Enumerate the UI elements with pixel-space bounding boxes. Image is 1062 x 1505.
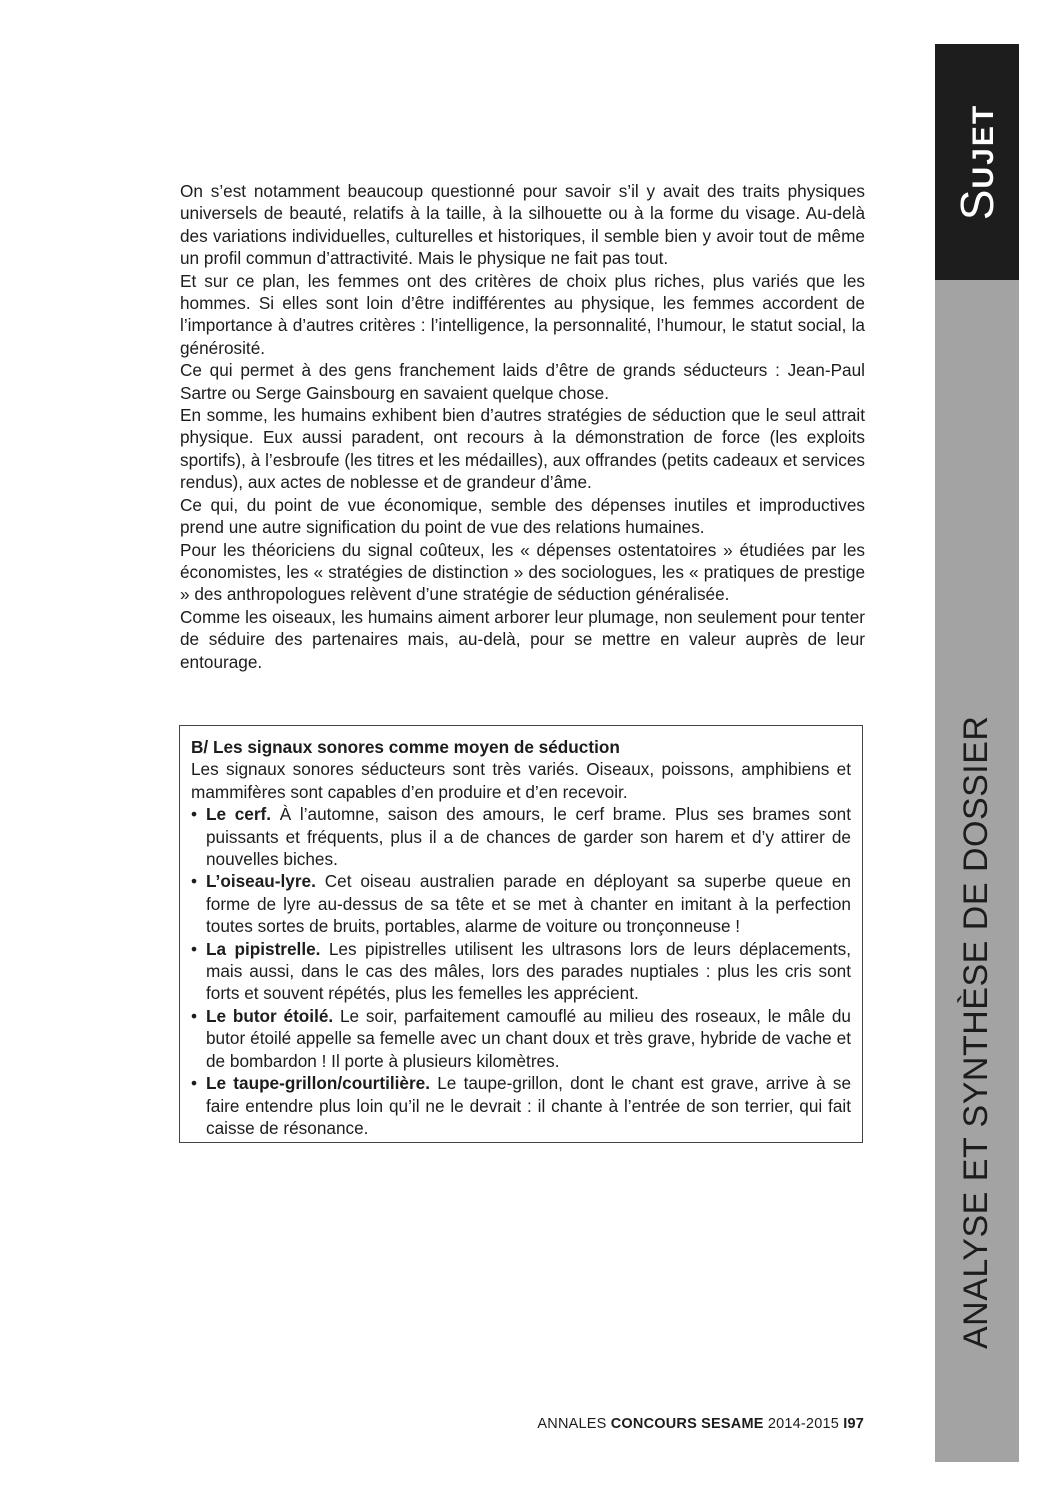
- paragraph: Pour les théoriciens du signal coûteux, les « dépenses ostentatoires » étudiées par les économistes, les « stratégies de distinction » des sociologues, les « pratiques de prestige » des anthropologues relèvent d’une stratégie de séduction généralisée.: [180, 539, 865, 605]
- item-term: Le butor étoilé.: [206, 1005, 334, 1026]
- bullet-icon: •: [191, 871, 198, 892]
- section-tab: [935, 280, 1019, 1462]
- list-item: [191, 803, 851, 870]
- list-item: [191, 1005, 851, 1072]
- list-item: [191, 870, 851, 937]
- item-term: Le taupe-grillon/courtilière.: [206, 1073, 431, 1094]
- item-term: La pipistrelle.: [206, 938, 321, 959]
- sound-signals-box: [179, 725, 863, 1143]
- box-title: B/ Les signaux sonores comme moyen de séduction: [191, 737, 620, 757]
- sujet-label: [950, 104, 1004, 220]
- item-text: Cet oiseau australien parade en déployant sa superbe queue en forme de lyre au-dessus de sa tête et se met à chanter en imitant à la perfection toutes sortes de bruits, portables, alarme de voiture ou tronçonneuse !: [206, 871, 851, 937]
- paragraph: On s’est notamment beaucoup questionné pour savoir s’il y avait des traits physiques universels de beauté, relatifs à la taille, à la silhouette ou à la forme du visage. Au-delà des variations individuelles, culturelles et historiques, il semble bien y avoir tout de même un profil commun d’attractivité. Mais le physique ne fait pas tout.: [180, 181, 865, 269]
- sujet-label-rest: UJET: [967, 103, 1000, 189]
- page-number: 97: [847, 1416, 864, 1432]
- item-text: Le taupe-grillon, dont le chant est grave, arrive à se faire entendre plus loin qu’il ne le devrait : il chante à l’entrée de son terrier, qui fait caisse de résonance.: [206, 1073, 852, 1138]
- bullet-icon: •: [191, 1073, 198, 1094]
- item-text: À l’automne, saison des amours, le cerf brame. Plus ses brames sont puissants et fréquents, plus il a de chances de garder son harem et d’y attirer de nouvelles biches.: [206, 804, 851, 870]
- box-intro: Les signaux sonores séducteurs sont très variés. Oiseaux, poissons, amphibiens et mammifères sont capables d’en produire et d’en recevoir.: [191, 759, 851, 802]
- footer-separator: I: [843, 1416, 848, 1432]
- item-text: Le soir, parfaitement camouflé au milieu des roseaux, le mâle du butor étoilé appelle sa femelle avec un chant doux et très grave, hybride de vache et de bombardon ! Il porte à plusieurs kilomètres.: [206, 1005, 851, 1071]
- bullet-icon: •: [191, 804, 198, 825]
- sujet-label-cap: S: [951, 188, 1003, 221]
- page-footer: [537, 1416, 864, 1432]
- paragraph: Ce qui, du point de vue économique, semble des dépenses inutiles et improductives prend une autre signification du point de vue des relations humaines.: [180, 494, 865, 538]
- list-item: [191, 1072, 851, 1139]
- species-list: [191, 803, 851, 1139]
- section-label: ANALYSE ET SYNTHÈSE DE DOSSIER: [957, 715, 995, 1349]
- paragraph: Comme les oiseaux, les humains aiment arborer leur plumage, non seulement pour tenter de séduire des partenaires mais, au-delà, pour se mettre en valeur auprès de leur entourage.: [180, 606, 865, 672]
- item-term: L’oiseau-lyre.: [206, 871, 316, 892]
- paragraph: Et sur ce plan, les femmes ont des critères de choix plus riches, plus variés que les hommes. Si elles sont loin d’être indifférentes au physique, les femmes accordent de l’importance à d’autres critères : l’intelligence, la personnalité, l’humour, le statut social, la générosité.: [180, 270, 865, 358]
- bullet-icon: •: [191, 1005, 198, 1026]
- footer-concours: CONCOURS SESAME: [610, 1416, 764, 1432]
- body-text: [180, 180, 865, 673]
- sujet-tab: [935, 44, 1019, 280]
- footer-annales: ANNALES: [537, 1416, 607, 1432]
- paragraph: Ce qui permet à des gens franchement laids d’être de grands séducteurs : Jean-Paul Sartre ou Serge Gainsbourg en savaient quelque chose.: [180, 360, 865, 403]
- footer-years: 2014-2015: [767, 1416, 839, 1432]
- item-term: Le cerf.: [206, 804, 272, 825]
- item-text: Les pipistrelles utilisent les ultrasons lors de leurs déplacements, mais aussi, dans le cas des mâles, lors des parades nuptiales : plus les cris sont forts et souvent répétés, plus les femelles les apprécient.: [206, 938, 851, 1004]
- bullet-icon: •: [191, 938, 198, 959]
- list-item: [191, 938, 851, 1005]
- paragraph: En somme, les humains exhibent bien d’autres stratégies de séduction que le seul attrait physique. Eux aussi paradent, ont recours à la démonstration de force (les exploits sportifs), à l’esbroufe (les titres et les médailles), aux offrandes (petits cadeaux et services rendus), aux actes de noblesse et de grandeur d’âme.: [180, 405, 865, 493]
